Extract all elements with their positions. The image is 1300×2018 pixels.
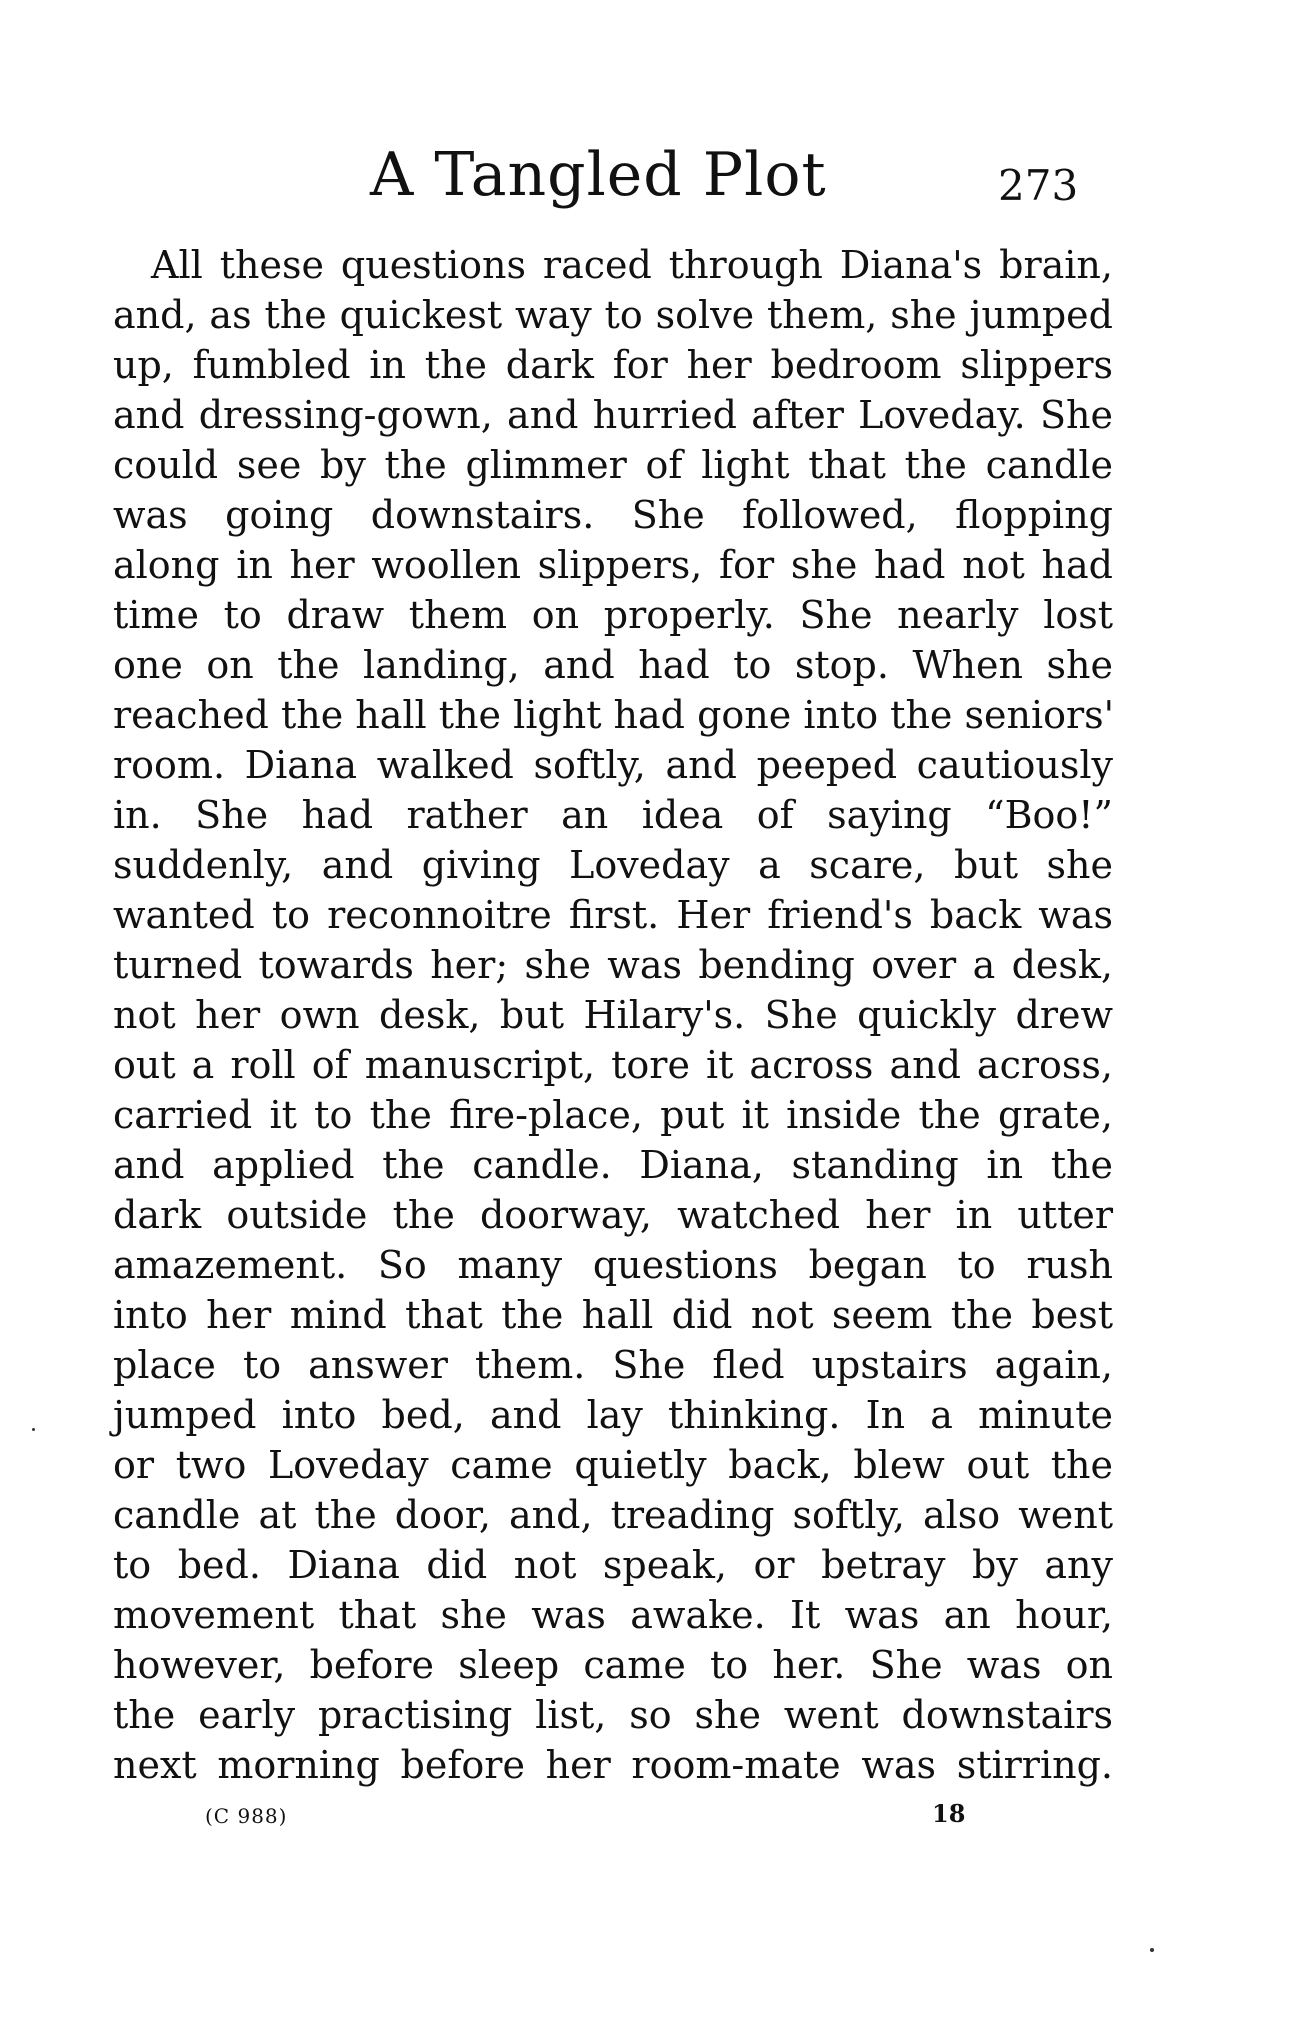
text-line: turned towards her; she was bending over a desk, <box>113 943 1113 987</box>
text-line: or two Loveday came quietly back, blew out the <box>113 1443 1113 1487</box>
text-line: jumped into bed, and lay thinking. In a minute <box>113 1393 1113 1437</box>
body-text <box>113 240 1113 1790</box>
text-line: one on the landing, and had to stop. When she <box>113 643 1113 687</box>
text-line: not her own desk, but Hilary's. She quickly drew <box>113 993 1113 1037</box>
text-line: and applied the candle. Diana, standing in the <box>113 1143 1113 1187</box>
text-line: to bed. Diana did not speak, or betray by any <box>113 1543 1113 1587</box>
text-line: time to draw them on properly. She nearly lost <box>113 593 1113 637</box>
text-line: suddenly, and giving Loveday a scare, but she <box>113 843 1113 887</box>
text-line: up, fumbled in the dark for her bedroom slippers <box>113 343 1113 387</box>
signature-number: 18 <box>932 1799 966 1828</box>
text-line: carried it to the fire-place, put it inside the grate, <box>113 1093 1113 1137</box>
signature-mark: (C 988) <box>205 1804 288 1828</box>
running-title: A Tangled Plot <box>370 140 827 210</box>
print-speck <box>32 1428 35 1431</box>
text-line: out a roll of manuscript, tore it across and across, <box>113 1043 1113 1087</box>
text-line: however, before sleep came to her. She was on <box>113 1643 1113 1687</box>
print-speck <box>1150 1948 1154 1952</box>
text-line: was going downstairs. She followed, flopping <box>113 493 1113 537</box>
text-line: and dressing-gown, and hurried after Loveday. She <box>113 393 1113 437</box>
text-line: dark outside the doorway, watched her in utter <box>113 1193 1113 1237</box>
text-line: next morning before her room-mate was stirring. <box>113 1743 1113 1787</box>
text-line: reached the hall the light had gone into the seniors' <box>113 693 1115 737</box>
text-line: movement that she was awake. It was an hour, <box>113 1593 1113 1637</box>
text-line: and, as the quickest way to solve them, she jumped <box>113 293 1113 337</box>
text-line: amazement. So many questions began to rush <box>113 1243 1113 1287</box>
text-line: in. She had rather an idea of saying “Boo!” <box>113 793 1113 837</box>
text-line: place to answer them. She fled upstairs again, <box>113 1343 1113 1387</box>
text-line: All these questions raced through Diana's brain, <box>151 243 1113 287</box>
page-number: 273 <box>998 161 1079 210</box>
text-line: room. Diana walked softly, and peeped cautiously <box>113 743 1113 787</box>
text-line: into her mind that the hall did not seem the best <box>113 1293 1113 1337</box>
text-line: along in her woollen slippers, for she had not had <box>113 543 1113 587</box>
text-line: could see by the glimmer of light that the candle <box>113 443 1113 487</box>
text-line: wanted to reconnoitre first. Her friend's back was <box>113 893 1113 937</box>
text-line: the early practising list, so she went downstairs <box>113 1693 1113 1737</box>
text-line: candle at the door, and, treading softly, also went <box>113 1493 1113 1537</box>
